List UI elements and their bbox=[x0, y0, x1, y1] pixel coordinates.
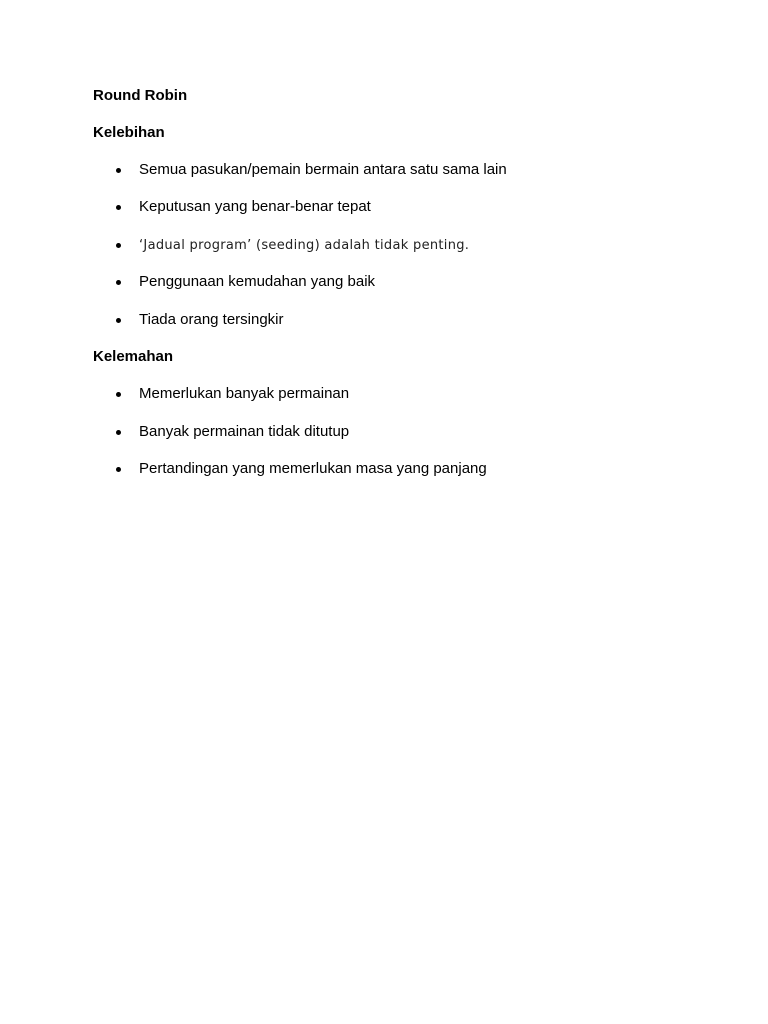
bullet-icon bbox=[116, 430, 121, 435]
bullet-icon bbox=[116, 205, 121, 210]
list-item-text: Keputusan yang benar-benar tepat bbox=[139, 198, 371, 215]
list-item bbox=[0, 236, 768, 254]
list-item bbox=[0, 385, 768, 403]
list-item-text: ‘Jadual program’ (seeding) adalah tidak penting. bbox=[139, 238, 470, 253]
bullet-icon bbox=[116, 467, 121, 472]
list-item-text: Penggunaan kemudahan yang baik bbox=[139, 273, 376, 290]
bullet-icon bbox=[116, 280, 121, 285]
list-item-text: Pertandingan yang memerlukan masa yang panjang bbox=[139, 460, 487, 477]
section-heading-kelemahan: Kelemahan bbox=[93, 348, 174, 365]
list-item-text: Semua pasukan/pemain bermain antara satu sama lain bbox=[139, 161, 507, 178]
document-title: Round Robin bbox=[93, 87, 188, 104]
list-item-text: Tiada orang tersingkir bbox=[139, 311, 284, 328]
list-item bbox=[0, 423, 768, 441]
bullet-icon bbox=[116, 318, 121, 323]
list-item bbox=[0, 311, 768, 329]
section-heading-kelebihan: Kelebihan bbox=[93, 124, 165, 141]
list-item-text: Memerlukan banyak permainan bbox=[139, 385, 350, 402]
list-item bbox=[0, 273, 768, 291]
list-item-text: Banyak permainan tidak ditutup bbox=[139, 423, 350, 440]
list-item bbox=[0, 161, 768, 179]
list-item bbox=[0, 460, 768, 478]
bullet-icon bbox=[116, 168, 121, 173]
bullet-icon bbox=[116, 392, 121, 397]
list-item bbox=[0, 198, 768, 216]
bullet-icon bbox=[116, 243, 121, 248]
